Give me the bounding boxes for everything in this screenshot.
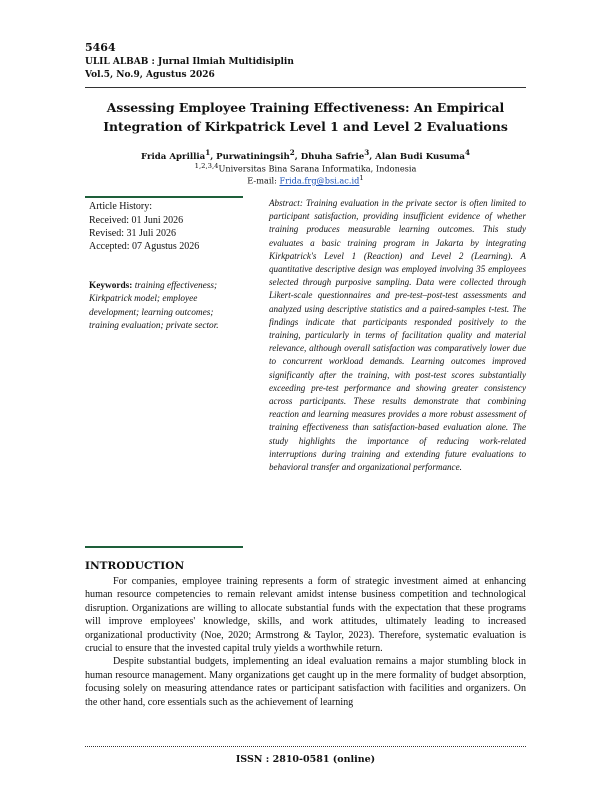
journal-name: ULIL ALBAB : Jurnal Ilmiah Multidisiplin [85, 57, 294, 67]
introduction-body [85, 575, 526, 709]
accepted-date: Accepted: 07 Agustus 2026 [89, 241, 200, 252]
journal-volume: Vol.5, No.9, Agustus 2026 [85, 70, 215, 80]
affiliation [85, 162, 526, 174]
abstract [269, 197, 526, 474]
paper-title [85, 98, 526, 136]
keywords-label: Keywords: [89, 281, 133, 291]
author-name: Purwatiningsih [216, 151, 290, 162]
footer-issn: ISSN : 2810-0581 (online) [235, 754, 376, 765]
article-info-box [85, 196, 243, 548]
author-sup: 1 [205, 148, 211, 157]
abstract-label: Abstract: [269, 198, 303, 208]
footer-divider [85, 746, 526, 747]
affiliation-text: Universitas Bina Sarana Informatika, Indonesia [218, 163, 417, 174]
email-sup: 1 [359, 174, 364, 182]
author-sup: 3 [364, 148, 370, 157]
title-line-2: Integration of Kirkpatrick Level 1 and Level 2 Evaluations [103, 119, 508, 134]
email-link[interactable]: Frida.frg@bsi.ac.id [279, 175, 360, 186]
affiliation-sup: 1,2,3,4 [194, 162, 219, 170]
email-label: E-mail: [247, 175, 280, 186]
page-number: 5464 [85, 41, 116, 54]
header-divider [85, 87, 526, 88]
received-date: Received: 01 Juni 2026 [89, 215, 184, 226]
keywords [89, 280, 243, 334]
intro-paragraph-1: For companies, employee training represents a form of strategic investment aimed at enhancing human resource competencies to remain relevant amidst intense business competition and technological disruption. Organizations are willing to allocate substantial funds with the expectation that these programs will improve employees' knowledge, skills, and work attitudes, ultimately leading to increased organizational productivity (Noe, 2020; Armstrong & Taylor, 2023). Therefore, systematic evaluation is crucial to ensure that the invested capital truly yields a worthwhile return. [85, 576, 526, 655]
title-line-1: Assessing Employee Training Effectiveness: An Empirical [106, 100, 505, 115]
author-sup: 2 [289, 148, 295, 157]
keywords-text: training effectiveness; Kirkpatrick model; employee development; learning outcomes; training evaluation; private sector. [89, 281, 219, 332]
article-history-heading: Article History: [89, 201, 153, 212]
abstract-text: Training evaluation in the private sector is often limited to participant satisfaction, providing insufficient evidence of whether training produces measurable learning outcomes. This study evaluates a basic training program in Jakarta by integrating Kirkpatrick's Level 1 (Reaction) and Level 2 (Learning). A quantitative descriptive design was employed involving 35 employees selected through purposive sampling. Data were collected through Likert-scale questionnaires and pre-test–post-test assessments and analyzed using descriptive statistics and a paired-samples t-test. The findings indicate that participants responded positively to the training, particularly in terms of facilitation quality and material relevance, although overall satisfaction was comparatively lower due to concurrent workload demands. Learning outcomes improved significantly after the training, with post-test scores substantially exceeding pre-test performance and showing greater consistency across participants. These results demonstrate that combining reaction and learning measures provides a more robust assessment of training effectiveness than satisfaction-based evaluation alone. The study highlights the importance of reducing work-related interruptions during training and extending future evaluations to behavioral transfer and organizational performance. [269, 198, 526, 473]
intro-paragraph-2: Despite substantial budgets, implementing an ideal evaluation remains a major stumbling block in human resource management. Many organizations get caught up in the mere formality of budget absorption, focusing solely on measuring attendance rates or participant satisfaction with facilities and organizers. On the other hand, core essentials such as the achievement of learning [85, 656, 526, 708]
email-line [85, 174, 526, 186]
author-list: Frida Aprillia$^1$, Purwatiningsih$^2$, Dhuha Safrie$^3$, Alan Budi Kusuma$^4$ [141, 148, 470, 162]
author-name: Frida Aprillia [141, 151, 206, 162]
author-name: Dhuha Safrie [300, 151, 365, 162]
author-sup: 4 [464, 148, 470, 157]
introduction-heading: INTRODUCTION [85, 560, 185, 572]
author-name: Alan Budi Kusuma [375, 151, 465, 162]
revised-date: Revised: 31 Juli 2026 [89, 228, 176, 239]
